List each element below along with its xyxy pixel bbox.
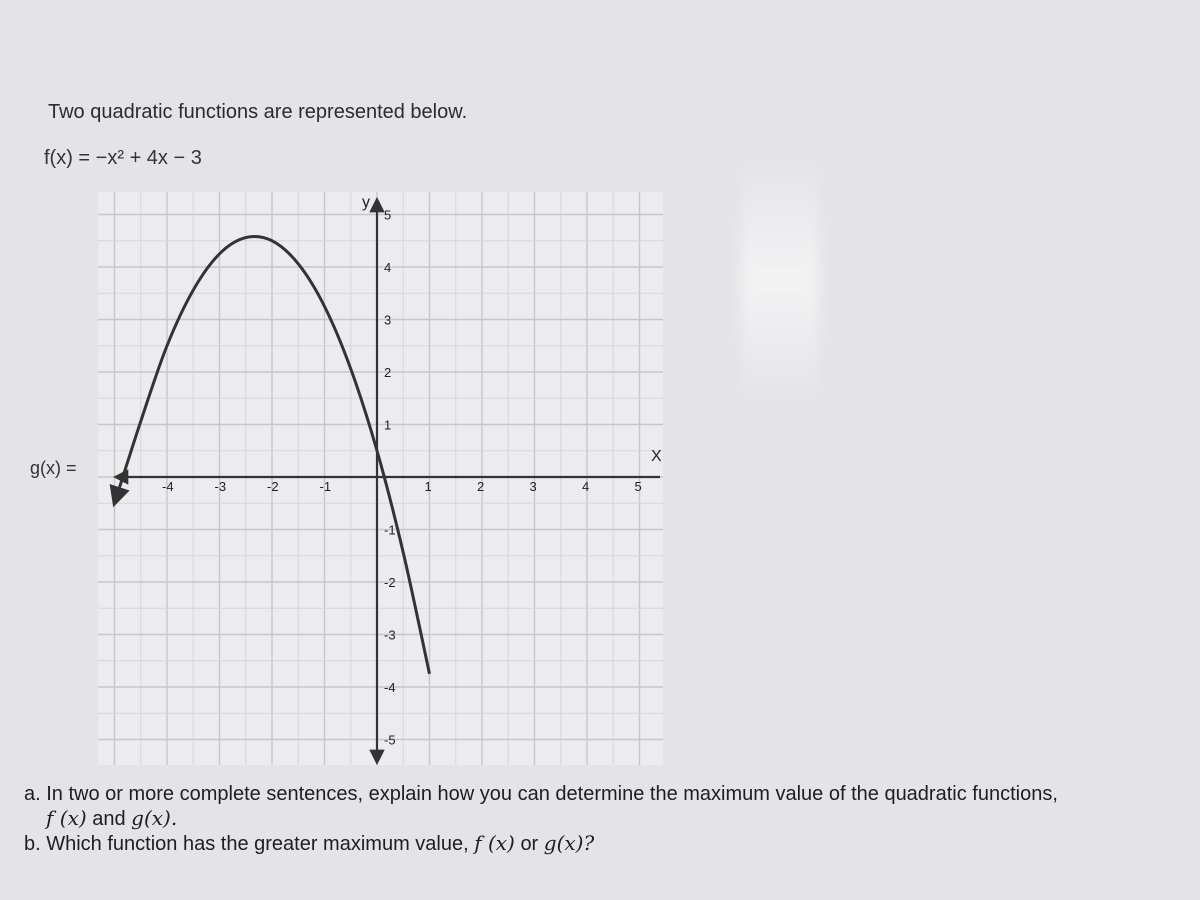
y-tick-label: -5 <box>384 732 396 748</box>
question-b-or: or <box>520 833 539 855</box>
x-tick-label: -3 <box>214 479 227 494</box>
question-a-line1: a. In two or more complete sentences, explain how you can determine the maximum value of the quadratic functions, <box>24 783 1058 805</box>
graph-paper <box>98 192 663 765</box>
x-axis-letter: X <box>651 448 662 465</box>
question-b-prefix: b. Which function has the greater maximum value, <box>24 833 469 855</box>
y-tick-label: -4 <box>384 680 396 695</box>
g-label: g(x) = <box>30 458 77 478</box>
f-definition: f(x) = −x² + 4x − 3 <box>44 147 202 169</box>
intro-text: Two quadratic functions are represented below. <box>48 101 468 123</box>
x-tick-label: -1 <box>319 479 332 494</box>
question-b-g: g(x)? <box>543 831 595 855</box>
y-tick-label: -1 <box>384 522 396 538</box>
y-tick-label: 4 <box>384 260 392 275</box>
question-a-f: f (x) <box>46 806 87 830</box>
x-tick-label: 2 <box>477 479 485 494</box>
y-tick-label: -3 <box>384 627 396 643</box>
y-tick-label: 3 <box>384 312 392 328</box>
x-tick-label: 5 <box>634 479 642 494</box>
y-tick-label: 1 <box>384 417 392 433</box>
x-tick-label: -4 <box>162 479 174 494</box>
x-tick-label: -2 <box>267 479 279 494</box>
x-tick-label: 3 <box>529 479 537 494</box>
x-tick-label: 1 <box>424 479 432 494</box>
question-a-line2 <box>24 806 1194 831</box>
question-b <box>24 831 1194 856</box>
x-tick-label: 4 <box>582 479 590 494</box>
question-a-and: and <box>92 808 126 830</box>
y-axis-letter: y <box>362 194 370 211</box>
y-tick-label: -2 <box>384 575 396 590</box>
question-a-g: g(x). <box>131 806 178 830</box>
questions-block <box>24 782 1194 856</box>
y-tick-label: 5 <box>384 207 392 223</box>
y-tick-label: 2 <box>384 365 392 380</box>
question-b-f: f (x) <box>474 831 515 855</box>
grid <box>98 192 663 765</box>
